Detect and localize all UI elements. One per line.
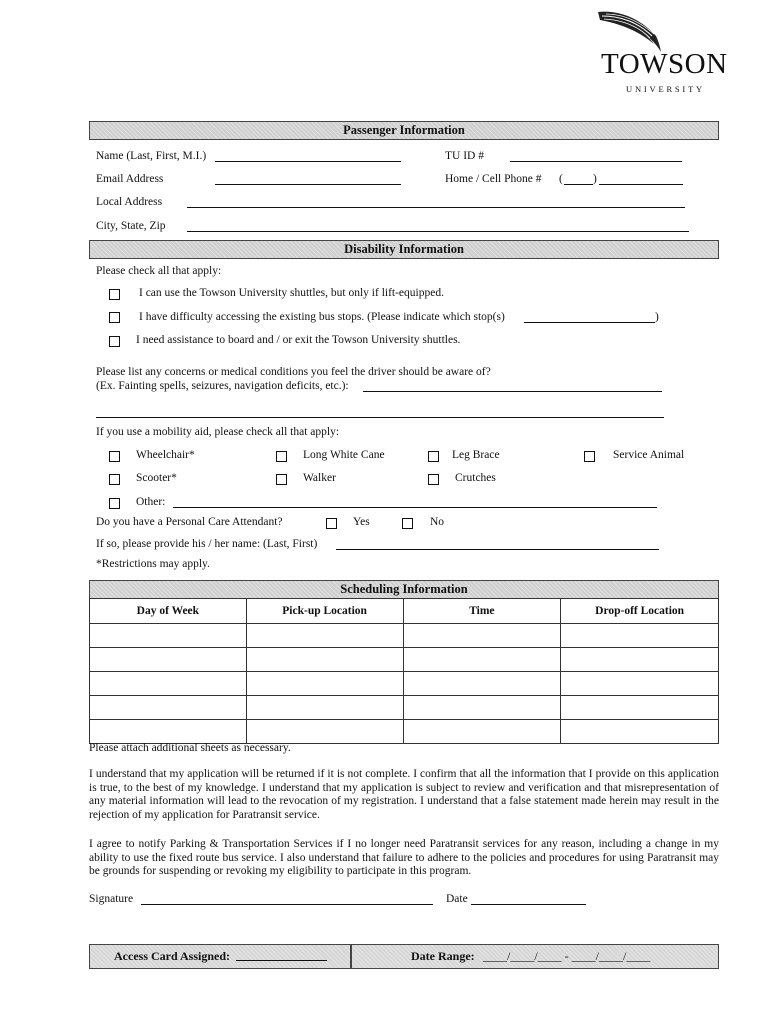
table-cell[interactable] [90, 672, 247, 696]
table-cell[interactable] [246, 720, 403, 744]
other-aid-label: Other: [136, 496, 166, 508]
table-cell[interactable] [403, 624, 561, 648]
date-range-box [351, 944, 719, 969]
table-cell[interactable] [403, 672, 561, 696]
leg-brace-label: Leg Brace [452, 449, 500, 461]
email-label: Email Address [96, 173, 164, 185]
local-address-label: Local Address [96, 196, 163, 208]
phone-label: Home / Cell Phone # [445, 173, 542, 185]
mobility-aid-label: If you use a mobility aid, please check all that apply: [96, 426, 340, 438]
board-assistance-label: I need assistance to board and / or exit the Towson University shuttles. [136, 334, 461, 346]
bus-stop-difficulty-checkbox[interactable] [109, 312, 120, 323]
service-animal-checkbox[interactable] [584, 451, 595, 462]
pca-name-field[interactable] [336, 549, 659, 550]
date-label: Date [446, 893, 468, 905]
lift-equipped-checkbox[interactable] [109, 289, 120, 300]
city-state-zip-field[interactable] [187, 231, 689, 232]
date-range-field[interactable]: ____/____/____ - ____/____/____ [483, 949, 651, 963]
disability-header: Disability Information [89, 240, 719, 259]
passenger-header: Passenger Information [89, 121, 719, 140]
date-range-label: Date Range: [411, 949, 475, 963]
crutches-label: Crutches [455, 472, 496, 484]
table-cell[interactable] [246, 624, 403, 648]
signature-field[interactable] [141, 904, 433, 905]
other-aid-field[interactable] [173, 507, 657, 508]
leg-brace-checkbox[interactable] [428, 451, 439, 462]
table-cell[interactable] [403, 648, 561, 672]
table-row [90, 672, 719, 696]
tu-id-field[interactable] [510, 161, 682, 162]
table-row [90, 624, 719, 648]
name-label: Name (Last, First, M.I.) [96, 150, 207, 162]
local-address-field[interactable] [187, 207, 685, 208]
table-cell[interactable] [90, 696, 247, 720]
phone-paren-close: ) [593, 173, 597, 185]
table-cell[interactable] [561, 648, 719, 672]
lift-equipped-label: I can use the Towson University shuttles, but only if lift-equipped. [139, 287, 444, 299]
date-field[interactable] [471, 904, 586, 905]
schedule-header-row [90, 599, 719, 624]
board-assistance-checkbox[interactable] [109, 336, 120, 347]
area-code-field[interactable] [564, 184, 593, 185]
pca-name-label: If so, please provide his / her name: (Last, First) [96, 538, 318, 550]
bus-stop-close-paren: ) [655, 311, 659, 323]
pca-yes-label: Yes [353, 516, 370, 528]
concerns-question: Please list any concerns or medical conditions you feel the driver should be aware of? [96, 366, 491, 378]
concerns-field-1[interactable] [363, 391, 662, 392]
table-cell[interactable] [403, 696, 561, 720]
table-cell[interactable] [90, 648, 247, 672]
table-cell[interactable] [561, 672, 719, 696]
table-cell[interactable] [246, 648, 403, 672]
email-field[interactable] [215, 184, 401, 185]
pca-question: Do you have a Personal Care Attendant? [96, 516, 283, 528]
logo-subtitle: UNIVERSITY [626, 84, 705, 94]
table-cell[interactable] [246, 672, 403, 696]
bus-stop-difficulty-label: I have difficulty accessing the existing bus stops. (Please indicate which stop(s) [139, 311, 505, 323]
bus-stop-field[interactable] [524, 322, 655, 323]
table-row [90, 720, 719, 744]
col-time: Time [403, 599, 561, 624]
concerns-field-2[interactable] [96, 417, 664, 418]
crutches-checkbox[interactable] [428, 474, 439, 485]
walker-label: Walker [303, 472, 336, 484]
table-cell[interactable] [561, 624, 719, 648]
table-cell[interactable] [561, 696, 719, 720]
long-white-cane-checkbox[interactable] [276, 451, 287, 462]
col-dropoff-location: Drop-off Location [561, 599, 719, 624]
access-card-label: Access Card Assigned: [114, 949, 230, 963]
wheelchair-checkbox[interactable] [109, 451, 120, 462]
other-aid-checkbox[interactable] [109, 498, 120, 509]
wheelchair-label: Wheelchair* [136, 449, 195, 461]
terms-paragraph-1: I understand that my application will be returned if it is not complete. I confirm that all the information that I provide on this application is true, to the best of my knowledge. I understand that my application is subject to review and verification and that misrepresentation of any material information will lead to the revocation of my registration. I understand that a false statement made herein may result in the rejection of my application for Paratransit service. [89, 768, 719, 821]
access-card-box [89, 944, 351, 969]
restrictions-note: *Restrictions may apply. [96, 558, 210, 570]
table-cell[interactable] [90, 720, 247, 744]
table-cell[interactable] [561, 720, 719, 744]
table-cell[interactable] [90, 624, 247, 648]
check-all-label: Please check all that apply: [96, 265, 222, 277]
long-white-cane-label: Long White Cane [303, 449, 385, 461]
name-field[interactable] [215, 161, 401, 162]
phone-field[interactable] [599, 184, 683, 185]
concerns-example: (Ex. Fainting spells, seizures, navigation deficits, etc.): [96, 380, 349, 392]
pca-no-label: No [430, 516, 445, 528]
scheduling-header: Scheduling Information [89, 580, 719, 599]
service-animal-label: Service Animal [613, 449, 685, 461]
signature-label: Signature [89, 893, 134, 905]
table-cell[interactable] [403, 720, 561, 744]
col-pickup-location: Pick-up Location [246, 599, 403, 624]
table-row [90, 696, 719, 720]
tu-id-label: TU ID # [445, 150, 484, 162]
scooter-label: Scooter* [136, 472, 177, 484]
schedule-table [89, 598, 719, 744]
col-day-of-week: Day of Week [90, 599, 247, 624]
access-card-field[interactable] [236, 960, 327, 961]
attach-note: Please attach additional sheets as necessary. [89, 742, 291, 754]
phone-paren-open: ( [559, 173, 563, 185]
feather-icon [594, 6, 664, 54]
walker-checkbox[interactable] [276, 474, 287, 485]
terms-paragraph-2: I agree to notify Parking & Transportation Services if I no longer need Paratransit services for any reason, including a change in my ability to use the fixed route bus service. I also understand that failure to adhere to the policies and procedures for using Paratransit may be grounds for suspending or revoking my eligibility to participate in this program. [89, 838, 719, 877]
logo-wordmark: TOWSON [601, 48, 728, 80]
table-row [90, 648, 719, 672]
scooter-checkbox[interactable] [109, 474, 120, 485]
pca-yes-checkbox[interactable] [326, 518, 337, 529]
pca-no-checkbox[interactable] [402, 518, 413, 529]
city-state-zip-label: City, State, Zip [96, 220, 166, 232]
table-cell[interactable] [246, 696, 403, 720]
